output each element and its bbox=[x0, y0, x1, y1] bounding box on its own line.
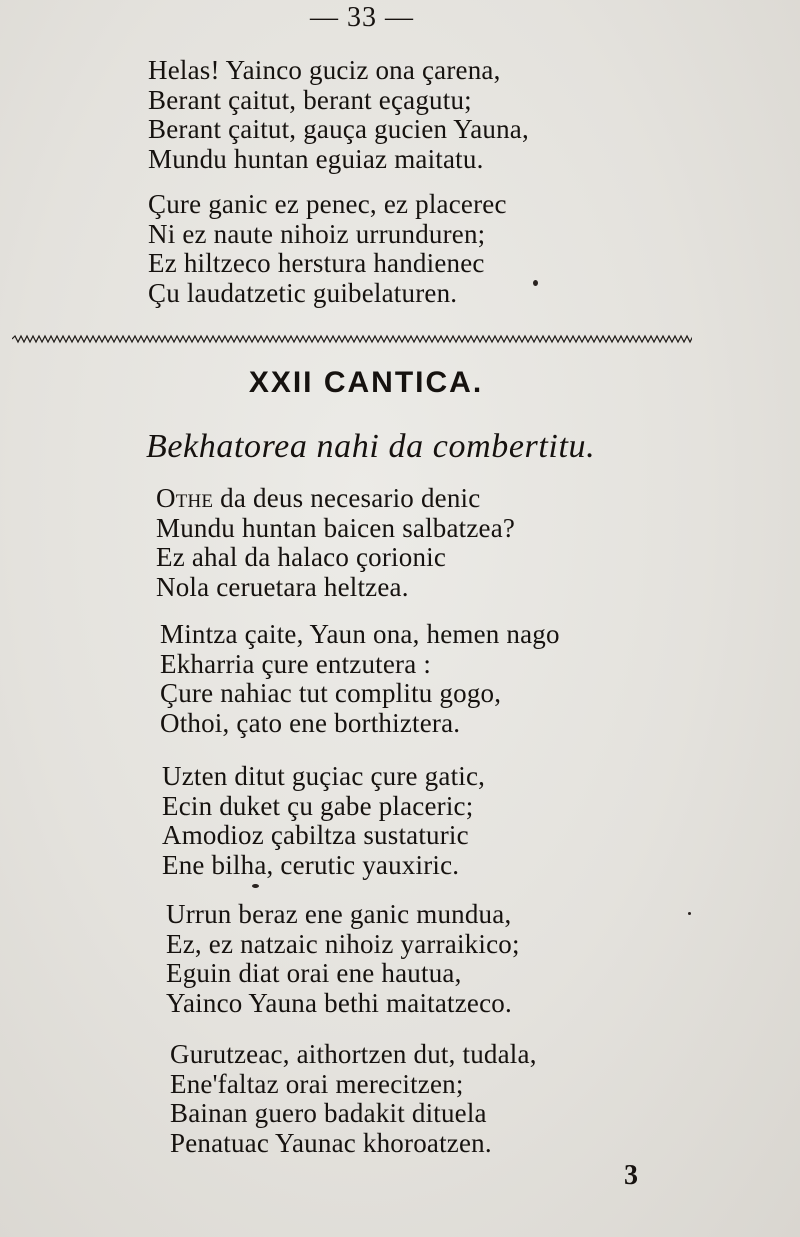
stanza bbox=[166, 900, 520, 1018]
stanza bbox=[170, 1040, 537, 1158]
verse-line: Berant çaitut, gauça gucien Yauna, bbox=[148, 114, 529, 144]
verse-line: Yainco Yauna bethi maitatzeco. bbox=[166, 987, 512, 1018]
verse-line bbox=[156, 484, 515, 514]
stanza bbox=[162, 762, 485, 880]
verse-line: Bainan guero badakit dituela bbox=[170, 1098, 487, 1128]
verse-line: Ecin duket çu gabe placeric; bbox=[162, 790, 474, 821]
verse-line: Ekharria çure entzutera : bbox=[160, 648, 432, 679]
ink-speck bbox=[688, 912, 691, 915]
verse-line: Gurutzeac, aithortzen dut, tudala, bbox=[170, 1039, 537, 1069]
verse-line: Ez, ez natzaic nihoiz yarraikico; bbox=[166, 928, 520, 959]
verse-line: Nola ceruetara heltzea. bbox=[156, 571, 409, 602]
verse-line: Penatuac Yaunac khoroatzen. bbox=[170, 1127, 492, 1158]
verse-line: Çure ganic ez penec, ez placerec bbox=[148, 189, 507, 219]
opening-word: Othe bbox=[156, 483, 214, 513]
verse-line: Ez ahal da halaco çorionic bbox=[156, 542, 447, 572]
verse-line: Eguin diat orai ene hautua, bbox=[166, 958, 462, 988]
verse-line: Amodioz çabiltza sustaturic bbox=[162, 820, 469, 850]
decorative-wavy-rule bbox=[12, 334, 692, 344]
page-number: — 33 — bbox=[310, 2, 414, 33]
verse-line: Mintza çaite, Yaun ona, hemen nago bbox=[160, 619, 560, 649]
verse-line: Ez hiltzeco herstura handienec bbox=[148, 248, 485, 278]
verse-line: Berant çaitut, berant eçagutu; bbox=[148, 84, 472, 115]
section-title: XXII CANTICA. bbox=[248, 366, 484, 399]
stanza bbox=[148, 56, 529, 174]
stanza bbox=[160, 620, 560, 738]
verse-line: Ni ez naute nihoiz urrunduren; bbox=[148, 218, 486, 249]
ink-speck bbox=[252, 884, 259, 888]
verse-line: Helas! Yainco guciz ona çarena, bbox=[148, 55, 501, 85]
verse-line: Çure nahiac tut complitu gogo, bbox=[160, 678, 502, 708]
verse-line: Çu laudatzetic guibelaturen. bbox=[148, 277, 458, 308]
verse-line: Mundu huntan eguiaz maitatu. bbox=[148, 143, 484, 174]
verse-line: Uzten ditut guçiac çure gatic, bbox=[162, 761, 486, 791]
verse-line: Ene bilha, cerutic yauxiric. bbox=[162, 849, 460, 880]
verse-line: Othoi, çato ene borthiztera. bbox=[160, 707, 461, 738]
verse-line: Urrun beraz ene ganic mundua, bbox=[166, 899, 512, 929]
section-subtitle: Bekhatorea nahi da combertitu. bbox=[146, 428, 596, 465]
verse-line: Mundu huntan baicen salbatzea? bbox=[156, 512, 516, 543]
stanza bbox=[148, 190, 507, 308]
verse-line: Ene'faltaz orai merecitzen; bbox=[170, 1068, 464, 1099]
ink-speck bbox=[533, 280, 538, 286]
stanza bbox=[156, 484, 515, 602]
signature-mark: 3 bbox=[624, 1160, 638, 1191]
verse-line-rest: da deus necesario denic bbox=[213, 483, 481, 513]
